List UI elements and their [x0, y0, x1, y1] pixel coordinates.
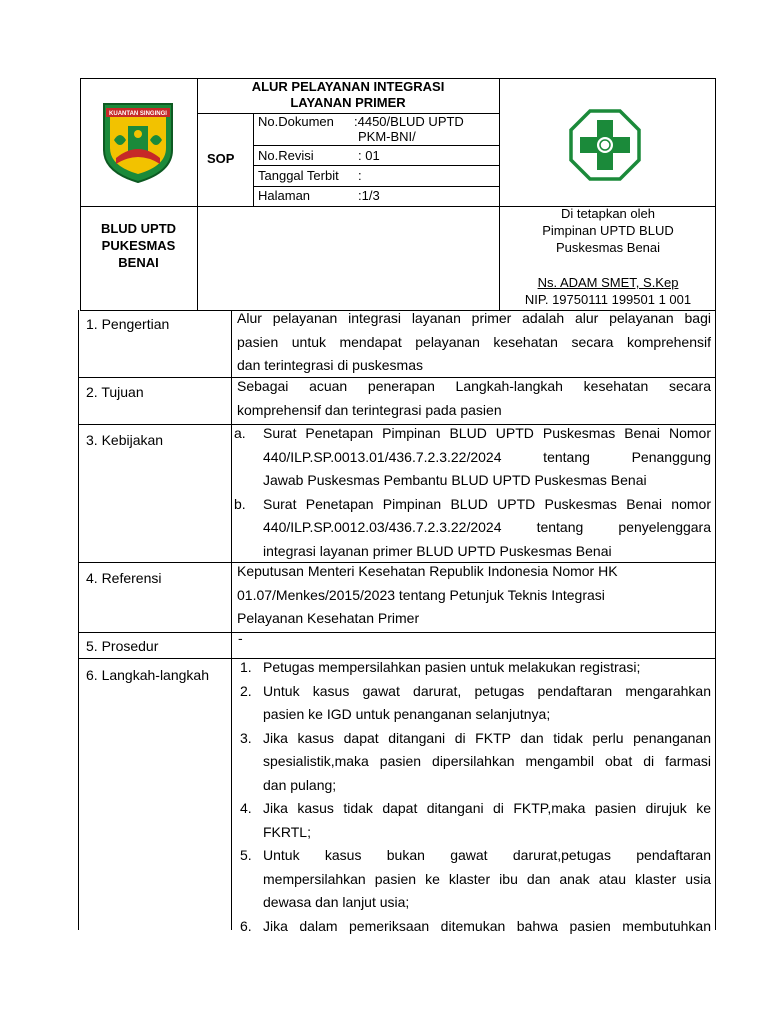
approval-line-1: Di tetapkan oleh [561, 206, 655, 221]
puskesmas-logo [568, 108, 642, 182]
pengertian-content [237, 307, 711, 378]
langkah-item-1 [232, 656, 711, 680]
title-line-1: ALUR PELAYANAN INTEGRASI [251, 79, 445, 94]
pengertian-line-2: pasien untuk mendapat pelayanan kesehatan secara komprehensif [237, 333, 711, 350]
langkah-5-line-3: dewasa dan lanjut usia; [263, 894, 410, 910]
no-dokumen-label: No.Dokumen [258, 114, 334, 129]
no-revisi-label: No.Revisi [258, 148, 314, 163]
kebijakan-label: 3. Kebijakan [86, 432, 164, 448]
halaman-value: :1/3 [358, 188, 380, 203]
sop-label: SOP [207, 151, 235, 166]
signer-nip: NIP. 19750111 199501 1 001 [524, 292, 692, 307]
kebijakan-marker-b: b. [234, 495, 246, 512]
kebijakan-item-a [232, 422, 711, 493]
langkah-item-2 [232, 680, 711, 727]
langkah-item-6 [232, 915, 711, 939]
approval-line-2: Pimpinan UPTD BLUD [542, 223, 674, 238]
org-line-2: PUKESMAS [101, 238, 176, 253]
langkah-3-line-1: Jika kasus dapat ditangani di FKTP dan tidak perlu penanganan [263, 729, 711, 746]
org-line-1: BLUD UPTD [100, 221, 177, 236]
pengertian-label: 1. Pengertian [86, 316, 170, 332]
no-dokumen-value [354, 114, 464, 144]
organization-name [80, 220, 197, 271]
regency-logo [100, 100, 176, 184]
langkah-5-line-1: Untuk kasus bukan gawat darurat,petugas pendaftaran [263, 847, 711, 863]
approval-line-3: Puskesmas Benai [555, 240, 661, 255]
prosedur-label: 5. Prosedur [86, 638, 159, 654]
halaman-label: Halaman [258, 188, 311, 203]
no-dokumen-value-line-1: :4450/BLUD UPTD [354, 114, 464, 129]
no-revisi-value: : 01 [358, 148, 380, 163]
tujuan-line-1: Sebagai acuan penerapan Langkah-langkah kesehatan secara [237, 378, 711, 394]
langkah-3-line-3: dan pulang; [263, 776, 337, 793]
langkah-4-line-2: FKRTL; [263, 823, 311, 840]
kebijakan-a-line-3: Jawab Puskesmas Pembantu BLUD UPTD Puskesmas Benai [263, 472, 647, 488]
langkah-item-4 [232, 797, 711, 844]
kebijakan-a-line-1: Surat Penetapan Pimpinan BLUD UPTD Puskesmas Benai Nomor [263, 425, 711, 441]
kebijakan-item-b [232, 493, 711, 564]
kebijakan-a-line-2: 440/ILP.SP.0013.01/436.7.2.3.22/2024 tentang Penanggung [263, 448, 711, 465]
langkah-marker-5: 5. [240, 847, 252, 863]
prosedur-value: - [238, 630, 243, 646]
document-title [197, 79, 499, 111]
langkah-marker-2: 2. [240, 682, 252, 699]
langkah-marker-4: 4. [240, 800, 252, 816]
langkah-marker-6: 6. [240, 917, 252, 934]
tanggal-terbit-label: Tanggal Terbit [258, 168, 339, 183]
tanggal-terbit-value: : [358, 168, 362, 183]
langkah-6-line-1: Jika dalam pemeriksaan ditemukan bahwa pasien membutuhkan [263, 917, 711, 934]
referensi-line-2: 01.07/Menkes/2015/2023 tentang Petunjuk Teknis Integrasi [237, 586, 605, 603]
langkah-2-line-2: pasien ke IGD untuk penanganan selanjutnya; [263, 706, 551, 722]
logo-banner-text: KUANTAN SINGINGI [109, 111, 167, 117]
pengertian-line-3: dan terintegrasi di puskesmas [237, 357, 423, 373]
referensi-line-3: Pelayanan Kesehatan Primer [237, 610, 420, 626]
langkah-4-line-1: Jika kasus tidak dapat ditangani di FKTP,maka pasien dirujuk ke [263, 800, 711, 816]
referensi-content [237, 560, 711, 631]
langkah-label: 6. Langkah-langkah [86, 667, 209, 683]
langkah-2-line-1: Untuk kasus gawat darurat, petugas pendaftaran mengarahkan [263, 682, 711, 699]
pengertian-line-1: Alur pelayanan integrasi layanan primer adalah alur pelayanan bagi [237, 310, 711, 326]
langkah-marker-3: 3. [240, 729, 252, 746]
kebijakan-b-line-2: 440/ILP.SP.0012.03/436.7.2.3.22/2024 tentang penyelenggara [263, 519, 711, 535]
tujuan-line-2: komprehensif dan terintegrasi pada pasien [237, 401, 502, 418]
langkah-item-3 [232, 727, 711, 798]
tujuan-label: 2. Tujuan [86, 384, 144, 400]
kebijakan-b-line-3: integrasi layanan primer BLUD UPTD Puskesmas Benai [263, 542, 612, 559]
langkah-1-line-1: Petugas mempersilahkan pasien untuk melakukan registrasi; [263, 659, 641, 675]
langkah-content [232, 656, 711, 938]
org-line-3: BENAI [118, 255, 159, 270]
kebijakan-marker-a: a. [234, 425, 246, 441]
kebijakan-content [232, 422, 711, 563]
langkah-5-line-2: mempersilahkan pasien ke klaster ibu dan anak atau klaster usia [263, 870, 711, 887]
tujuan-content [237, 375, 711, 422]
langkah-3-line-2: spesialistik,maka pasien dipersilahkan mengambil obat di farmasi [263, 753, 711, 769]
referensi-line-1: Keputusan Menteri Kesehatan Republik Indonesia Nomor HK [237, 563, 618, 579]
kebijakan-b-line-1: Surat Penetapan Pimpinan BLUD UPTD Puskesmas Benai nomor [263, 495, 711, 512]
approval-block [500, 205, 716, 308]
langkah-item-5 [232, 844, 711, 915]
signer-name: Ns. ADAM SMET, S.Kep [537, 275, 679, 290]
langkah-marker-1: 1. [240, 659, 252, 675]
title-line-2: LAYANAN PRIMER [290, 95, 406, 110]
no-dokumen-value-line-2: PKM-BNI/ [358, 129, 416, 144]
referensi-label: 4. Referensi [86, 570, 162, 586]
